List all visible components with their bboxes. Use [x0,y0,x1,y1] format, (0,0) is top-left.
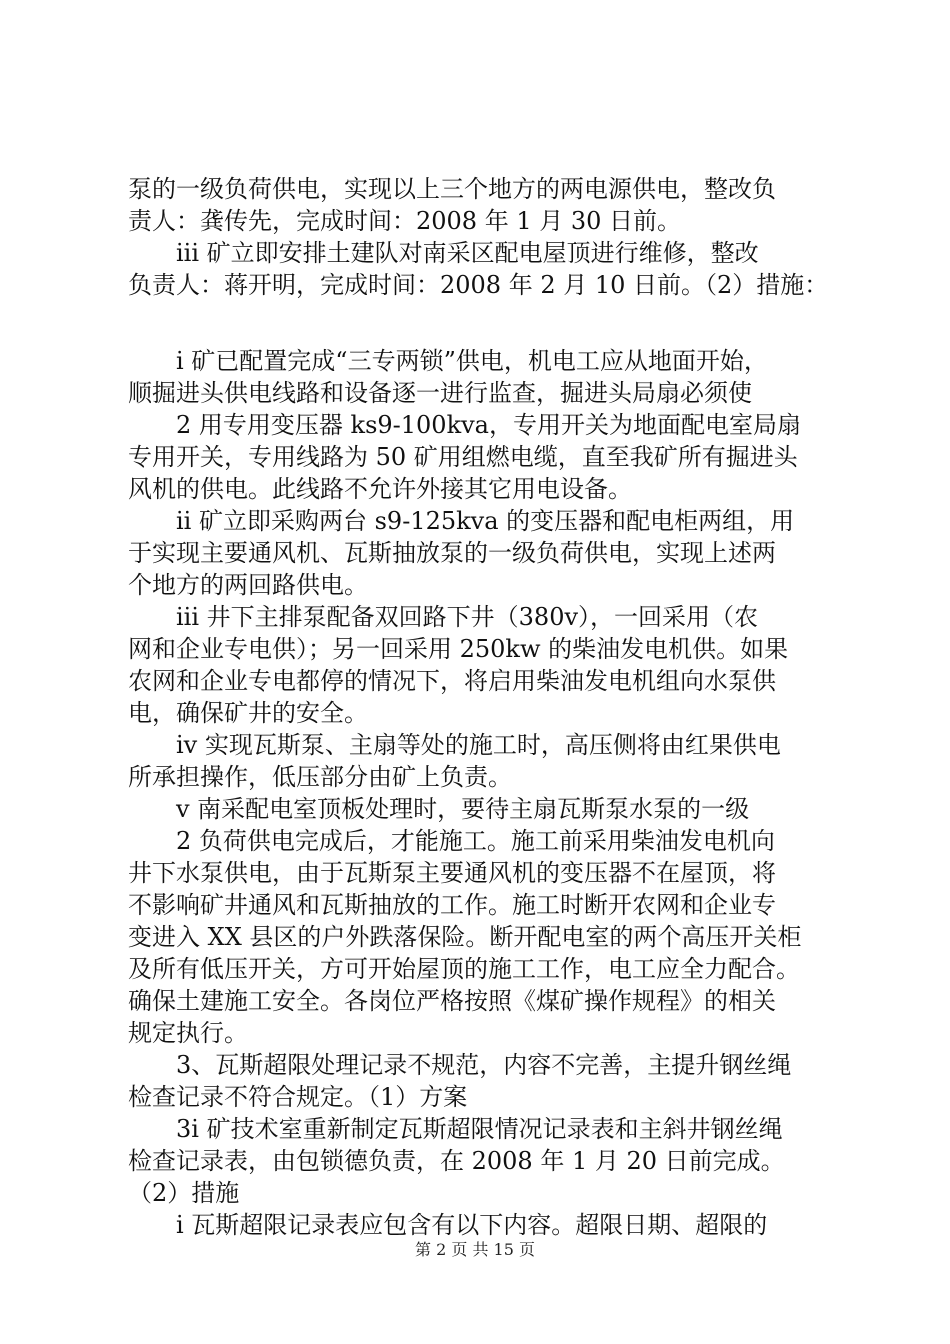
text-line: i 矿已配置完成“三专两锁”供电，机电工应从地面开始， [128,347,768,375]
text-line: 检查记录表，由包锁德负责，在 2008 年 1 月 20 日前完成。 [128,1147,785,1175]
text-line: 检查记录不符合规定。（1）方案 [128,1083,468,1111]
text-line: 变进入 XX 县区的户外跌落保险。断开配电室的两个高压开关柜 [128,923,802,951]
text-line: 确保土建施工安全。各岗位严格按照《煤矿操作规程》的相关 [128,987,776,1015]
text-line: iv 实现瓦斯泵、主扇等处的施工时，高压侧将由红果供电 [128,731,781,759]
text-line: 2 用专用变压器 ks9-100kva，专用开关为地面配电室局扇 [128,411,801,439]
text-line: v 南采配电室顶板处理时，要待主扇瓦斯泵水泵的一级 [128,795,750,823]
text-line: 网和企业专电供）；另一回采用 250kw 的柴油发电机供。如果 [128,635,789,663]
text-line: 所承担操作，低压部分由矿上负责。 [128,763,512,791]
page-number-footer: 第 2 页 共 15 页 [415,1240,535,1259]
text-line: 规定执行。 [128,1019,248,1047]
paragraph-gap [128,301,848,345]
text-line: 3i 矿技术室重新制定瓦斯超限情况记录表和主斜井钢丝绳 [128,1115,783,1143]
text-line: 泵的一级负荷供电，实现以上三个地方的两电源供电，整改负 [128,175,776,203]
text-line: 专用开关，专用线路为 50 矿用组燃电缆，直至我矿所有掘进头 [128,443,798,471]
text-line: iii 井下主排泵配备双回路下井（380v），一回采用（农 [128,603,759,631]
text-line: 及所有低压开关，方可开始屋顶的施工工作，电工应全力配合。 [128,955,800,983]
text-line: 个地方的两回路供电。 [128,571,368,599]
text-line: （2）措施 [128,1179,240,1207]
text-line: 农网和企业专电都停的情况下，将启用柴油发电机组向水泵供 [128,667,776,695]
text-line: 不影响矿井通风和瓦斯抽放的工作。施工时断开农网和企业专 [128,891,776,919]
document-body [128,173,848,1241]
text-line: 风机的供电。此线路不允许外接其它用电设备。 [128,475,632,503]
text-line: 电，确保矿井的安全。 [128,699,368,727]
text-line: 责人：龚传先，完成时间：2008 年 1 月 30 日前。 [128,207,682,235]
text-line: 于实现主要通风机、瓦斯抽放泵的一级负荷供电，实现上述两 [128,539,776,567]
text-line: 负责人：蒋开明，完成时间：2008 年 2 月 10 日前。（2）措施： [128,271,829,299]
text-line: 顺掘进头供电线路和设备逐一进行监查，掘进头局扇必须使 [128,379,752,407]
text-line: 井下水泵供电，由于瓦斯泵主要通风机的变压器不在屋顶，将 [128,859,776,887]
text-line: 2 负荷供电完成后，才能施工。施工前采用柴油发电机向 [128,827,775,855]
text-line: 3、瓦斯超限处理记录不规范，内容不完善，主提升钢丝绳 [128,1051,792,1079]
text-line: i 瓦斯超限记录表应包含有以下内容。超限日期、超限的 [128,1211,768,1239]
text-line: ii 矿立即采购两台 s9-125kva 的变压器和配电柜两组，用 [128,507,795,535]
text-line: iii 矿立即安排土建队对南采区配电屋顶进行维修，整改 [128,239,759,267]
